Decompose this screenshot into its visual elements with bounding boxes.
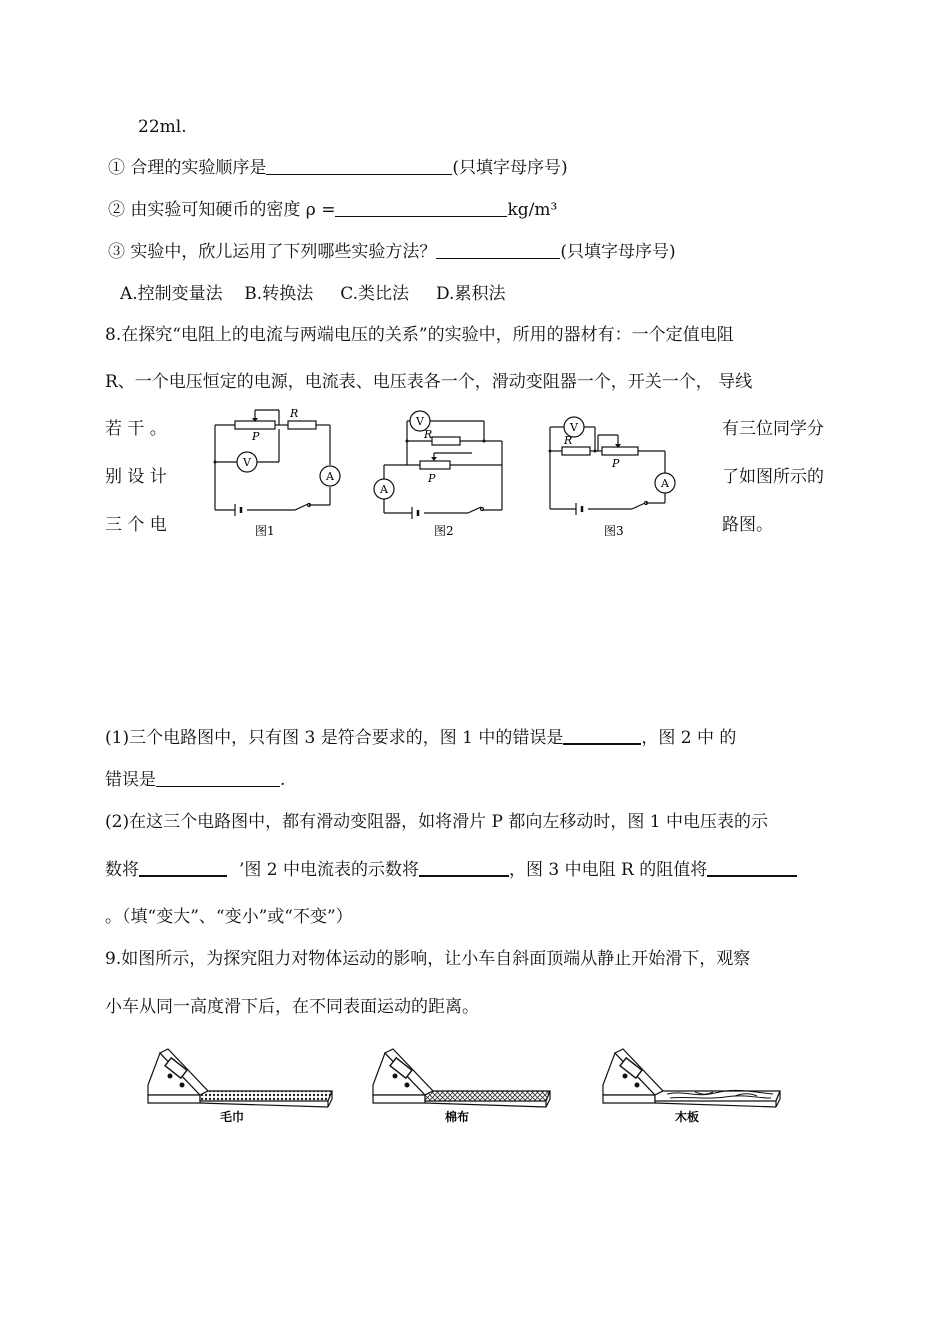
question-2 (108, 199, 557, 221)
ramp-figure-towel (140, 1045, 340, 1130)
question-1 (108, 157, 568, 179)
p9-line2: 小车从同一高度滑下后，在不同表面运动的距离。 (105, 997, 479, 1017)
p9-line1: 9.如图所示，为探究阻力对物体运动的影响，让小车自斜面顶端从静止开始滑下，观察 (105, 949, 751, 969)
sub2-text-b: ’图 2 中电流表的示数将 (239, 860, 420, 880)
fig3-label-P: P (612, 457, 620, 470)
fig1-label-P: P (252, 430, 260, 443)
q2-text: ② 由实验可知硬币的密度 ρ = (108, 200, 336, 220)
q3-blank[interactable] (436, 242, 560, 259)
q1-hint: (只填字母序号) (452, 158, 568, 178)
q3-text: ③ 实验中，欣儿运用了下列哪些实验方法？ (108, 242, 437, 262)
sub1-text-3: 错误是 (105, 770, 156, 790)
fig2-caption: 图2 (434, 524, 454, 538)
slider-arrow-icon (431, 457, 437, 461)
text-22ml: 22ml. (138, 117, 187, 137)
sub2-blank-resistor[interactable] (707, 859, 797, 877)
fig1-label-R: R (290, 407, 299, 420)
fig2-voltmeter-V: V (416, 415, 424, 428)
sub2-line2 (105, 859, 797, 881)
sub1-text-2: ，图 2 中 的 (641, 728, 737, 748)
fig2-ammeter-A: A (380, 483, 388, 496)
sub1-period: . (280, 770, 286, 790)
fig3-voltmeter-V: V (570, 421, 578, 434)
ramp-figure-cotton (365, 1045, 565, 1130)
surface-label-towel: 毛巾 (220, 1110, 245, 1124)
q2-unit: kg/m³ (507, 200, 558, 220)
sub2-line1: (2)在这三个电路图中，都有滑动变阻器，如将滑片 P 都向左移动时，图 1 中电压表的示 (105, 812, 768, 832)
fig3-ammeter-A: A (661, 477, 669, 490)
surface-label-wood: 木板 (675, 1110, 700, 1124)
sub2-line3: 。（填“变大”、“变小”或“不变”） (105, 907, 353, 927)
q1-text: ① 合理的实验顺序是 (108, 158, 267, 178)
sub2-text-c: ，图 3 中电阻 R 的阻值将 (509, 860, 708, 880)
sub1-blank-fig1[interactable] (563, 727, 641, 745)
sub1-blank-fig2[interactable] (156, 770, 280, 787)
circuit-figure-1 (205, 405, 350, 545)
p8-line3-right: 有三位同学分 (722, 419, 824, 439)
fig2-label-P: P (428, 472, 436, 485)
sub2-blank-ammeter[interactable] (419, 859, 509, 877)
p8-line4-right: 了如图所示的 (722, 467, 824, 487)
p8-line5-right: 路图。 (722, 515, 773, 535)
p8-line2: R、一个电压恒定的电源，电流表、电压表各一个，滑动变阻器一个，开关一个， 导线 (105, 372, 753, 392)
sub2-blank-voltmeter[interactable] (139, 859, 227, 877)
method-options: A.控制变量法 B.转换法 C.类比法 D.累积法 (120, 284, 506, 304)
fig3-caption: 图3 (604, 524, 624, 538)
p8-line4-left: 别 设 计 (105, 467, 167, 487)
p8-line1: 8.在探究“电阻上的电流与两端电压的关系”的实验中，所用的器材有：一个定值电阻 (105, 325, 734, 345)
q3-hint: (只填字母序号) (560, 242, 676, 262)
q2-blank[interactable] (335, 200, 507, 217)
fig1-ammeter-A: A (326, 470, 334, 483)
ramp-figure-wood (595, 1045, 795, 1130)
p8-line3-left: 若 干 。 (105, 419, 167, 439)
fig1-voltmeter-V: V (243, 456, 251, 469)
sub1-text: (1)三个电路图中，只有图 3 是符合要求的，图 1 中的错误是 (105, 728, 564, 748)
question-3 (108, 241, 676, 263)
sub2-text-a: 数将 (105, 860, 139, 880)
circuit-figure-3 (540, 405, 685, 545)
fig3-label-R: R (564, 434, 573, 447)
sub1-line1 (105, 727, 736, 749)
circuit-figure-2 (372, 405, 517, 545)
surface-label-cotton: 棉布 (445, 1110, 470, 1124)
fig2-label-R: R (424, 428, 433, 441)
p8-line5-left: 三 个 电 (105, 515, 167, 535)
fig1-caption: 图1 (255, 524, 275, 538)
sub1-line2 (105, 769, 285, 791)
q1-blank[interactable] (266, 158, 452, 175)
